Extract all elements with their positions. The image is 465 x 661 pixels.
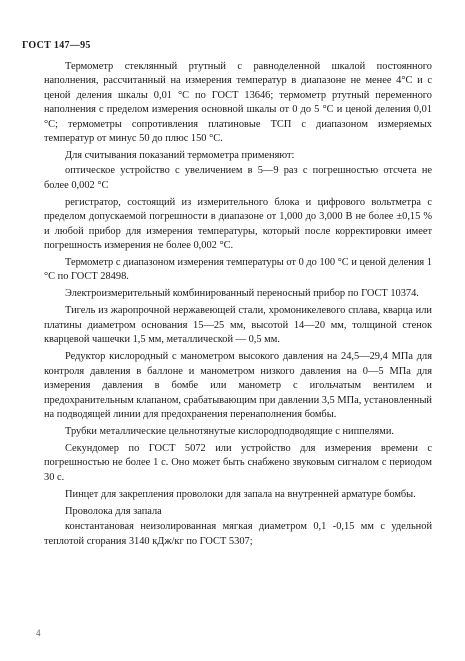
paragraph-tubes: Трубки металлические цельнотянутые кислородподводящие с ниппелями. (65, 425, 395, 437)
paragraph-thermometer-types: Термометр стеклянный ртутный с равноделенной шкалой постоянного наполнения, рассчитанный на измерения температур в диапазоне не менее 4°С и с ценой деления шкалы 0,01 °С по ГОСТ 13646; термометр ртутный переменного наполнения с пределом измерения основной шкалы от 0 до 5 °С и ценой деления 0,01 °С; термометры сопротивления платиновые ТСП с диапазоном измеряемых температур от минус 50 до плюс 150 °С. (44, 61, 432, 145)
paragraph-optical-device: оптическое устройство с увеличением в 5—9 раз с погрешностью отсчета не более 0,002 °С (44, 165, 432, 191)
paragraph-crucible: Тигель из жаропрочной нержавеющей стали, хромоникелевого сплава, кварца или платины диаметром основания 15—25 мм, высотой 14—20 мм, толщиной стенок кварцевой чашечки 1,5 мм, металлической — 0,5 мм. (44, 305, 432, 346)
paragraph-thermometer-range: Термометр с диапазоном измерения температуры от 0 до 100 °С и ценой деления 1 °С по ГОСТ 28498. (44, 257, 432, 283)
paragraph-recorder: регистратор, состоящий из измерительного блока и цифрового вольтметра с пределом допускаемой погрешности в диапазоне от 1,000 до 3,000 В не более ±0,15 % и любой прибор для измерения температуры, который после корректировки имеет погрешность измерения не более 0,002 °С. (44, 196, 432, 252)
paragraph-electrical-meter: Электроизмерительный комбинированный переносный прибор по ГОСТ 10374. (65, 288, 419, 300)
paragraph-stopwatch: Секундомер по ГОСТ 5072 или устройство для измерения времени с погрешностью не более 1 с. Оно может быть снабжено звуковым сигналом с периодом 30 с. (44, 442, 432, 483)
paragraph-reading-intro: Для считывания показаний термометра применяют: (65, 150, 295, 162)
page-number: 4 (36, 628, 41, 638)
document-body (44, 60, 432, 552)
paragraph-tweezers: Пинцет для закрепления проволоки для запала на внутренней арматуре бомбы. (65, 488, 416, 500)
document-header: ГОСТ 147—95 (22, 40, 91, 51)
paragraph-wire-heading: Проволока для запала (65, 505, 162, 517)
paragraph-constantan-wire: константановая неизолированная мягкая диаметром 0,1 -0,15 мм с удельной теплотой сгорания 3140 кДж/кг по ГОСТ 5307; (44, 521, 432, 547)
paragraph-reducer: Редуктор кислородный с манометром высокого давления на 24,5—29,4 МПа для контроля давления в баллоне и манометром низкого давления на 0—5 МПа для измерения давления в бомбе или манометр с игольчатым вентилем и предохранительным клапаном, срабатывающим при давлении 3,5 МПа, установленный на подводящей линии для предохранения перенаполнения бомбы. (44, 351, 432, 420)
